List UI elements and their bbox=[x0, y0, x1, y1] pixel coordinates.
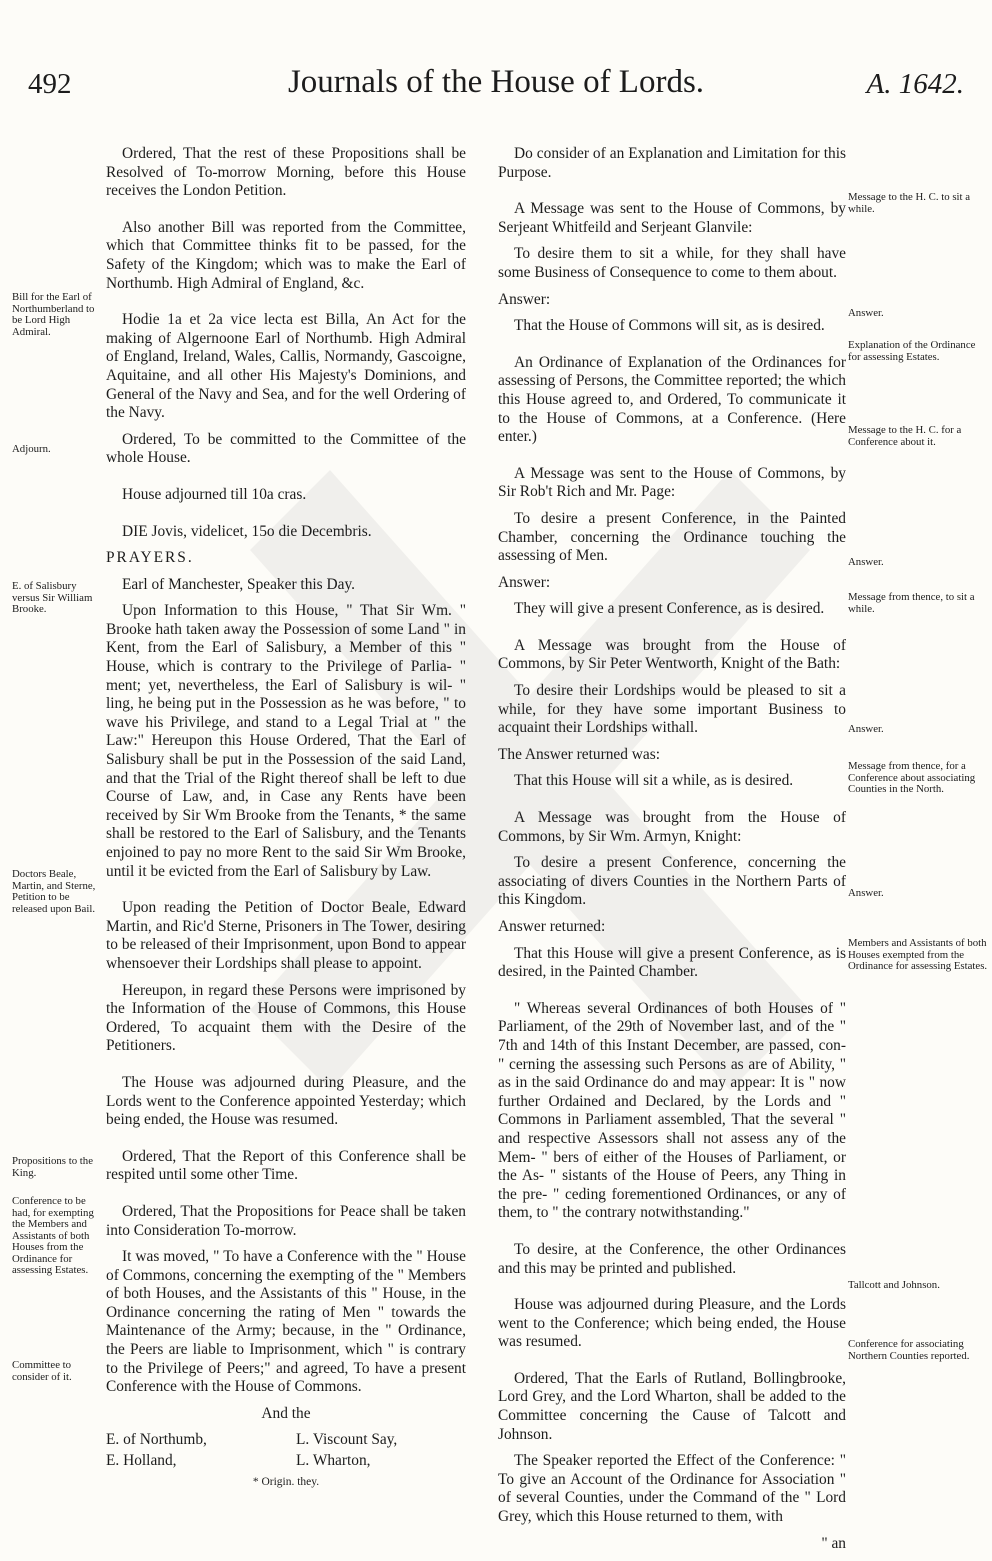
paragraph-salisbury: Upon Information to this House, " That Sir Wm. " Brooke hath taken away the Possession of some Land " in Kent, from the Earl of Salisbury, a Member of this " House, which is contrary to the Privilege of Parlia- " ment; yet, nevertheless, the Earl of Salisbury is wil- " ling, he being put in the Possession as he was before, " to wave his Privilege, and stand to a Legal Trial at " the Law:" Hereupon this House Ordered, That the Earl of Salisbury shall be put in the Possession of the said Land, and that the Trial of the Right thereof shall be left to due Course of Law, and, in Case any Rents have been received by Sir Wm Brooke from the Tenants, * the same shall be restored to the Earl of Salisbury, and the Tenants enjoined to pay no more Rent to the said Sir Wm Brooke, until it be evicted from the Earl of Salisbury by Law. bbox=[106, 602, 466, 880]
paragraph-adjourned-2: House was adjourned during Pleasure, and the Lords went to the Conference; which being ended, the House was resumed. bbox=[498, 1296, 846, 1351]
committee-name: E. Holland, bbox=[106, 1452, 177, 1470]
committee-name: E. of Northumb, bbox=[106, 1431, 207, 1449]
paragraph-message-2: A Message was sent to the House of Commons, by Sir Rob't Rich and Mr. Page: bbox=[498, 464, 846, 501]
paragraph-moved: It was moved, " To have a Conference with the " House of Commons, concerning the exempting of the " Members of both Houses, and the Assistants of this " House, in the Ordinance concerning the rating of Men " towards the Maintenance of the Army; because, in the " Ordinance, the Peers are liable to Imprisonment, which " is contrary to the Privilege of Peers;" and agreed, To have a present Conference with the House of Commons. bbox=[106, 1248, 466, 1396]
paragraph-committed: Ordered, To be committed to the Committee of the whole House. bbox=[106, 430, 466, 467]
margin-note-conference: Conference to be had, for exempting the Members and Assistants of both Houses from the Ordinance for assessing Estates. bbox=[12, 1195, 94, 1276]
margin-note-members: Members and Assistants of both Houses exempted from the Ordinance for assessing Estates. bbox=[848, 937, 988, 972]
margin-note-bill: Bill for the Earl of Northumberland to be Lord High Admiral. bbox=[12, 291, 95, 338]
paragraph-answer-4: That this House will give a present Conference, as is desired, in the Painted Chamber. bbox=[498, 944, 846, 981]
margin-note-explanation: Explanation of the Ordinance for assessing Estates. bbox=[848, 339, 976, 363]
answer-returned-label: Answer returned: bbox=[498, 918, 606, 935]
year-label: A. 1642. bbox=[866, 68, 964, 100]
paragraph-message-4: A Message was brought from the House of Commons, by Sir Wm. Armyn, Knight: bbox=[498, 809, 846, 845]
paragraph-adjourn: House adjourned till 10a cras. bbox=[122, 485, 307, 503]
paragraph-answer-1: That the House of Commons will sit, as is desired. bbox=[514, 317, 825, 335]
margin-note-answer-3: Answer. bbox=[848, 723, 884, 735]
margin-note-answer-1: Answer. bbox=[848, 307, 884, 319]
paragraph-do-consider: Do consider of an Explanation and Limitation for this Purpose. bbox=[498, 145, 846, 181]
paragraph-message-3: A Message was brought from the House of Commons, by Sir Peter Wentworth, Knight of the Bath: bbox=[498, 636, 846, 673]
committee-name: L. Wharton, bbox=[296, 1452, 371, 1470]
margin-note-answer-4: Answer. bbox=[848, 887, 884, 899]
paragraph-printed: To desire, at the Conference, the other Ordinances and this may be printed and published. bbox=[498, 1240, 846, 1277]
margin-note-message-conference: Message to the H. C. for a Conference about it. bbox=[848, 424, 962, 448]
running-title: Journals of the House of Lords. bbox=[287, 64, 705, 100]
and-the-label: And the bbox=[261, 1404, 311, 1422]
left-column bbox=[106, 145, 466, 1491]
paragraph-answer-2: They will give a present Conference, as is desired. bbox=[514, 600, 825, 618]
paragraph-whereas: " Whereas several Ordinances of both Houses of " Parliament, of the 29th of November last, and of the " 7th and 14th of this Instant December, are passed, con- " cerning the assessing such Persons as are of Ability, " as in the said Ordinance do and may appear: It is " now further Ordained and Declared, by the Lords and " Commons in Parliament assembled, That the several " and respective Assessors shall not assess any of the Mem- " bers of either of the Houses of Parliament, or the As- " sistants of the House of Peers, any Thing in the pre- " ceding forementioned Ordinances, or any of them, to " the contrary notwithstanding." bbox=[498, 999, 846, 1222]
margin-note-committee: Committee to consider of it. bbox=[12, 1359, 72, 1383]
paragraph-also-bill: Also another Bill was reported from the Committee, which that Committee thinks fit to be passed, for the Safety of the Kingdom; which was to make the Earl of Northumb. High Admiral of England, &c. bbox=[106, 218, 466, 292]
catchword: " an bbox=[821, 1534, 846, 1552]
paragraph-petition: Upon reading the Petition of Doctor Beale, Edward Martin, and Ric'd Sterne, Prisoners in The Tower, desiring to be released of their Imprisonment, upon Bond to appear whensoever their Lordships shall please to appoint. bbox=[106, 899, 466, 972]
paragraph-message-1: A Message was sent to the House of Commons, by Serjeant Whitfeild and Serjeant Glanvile: bbox=[498, 200, 846, 236]
margin-note-adjourn: Adjourn. bbox=[12, 443, 51, 455]
day-heading: DIE Jovis, videlicet, 15o die Decembris. bbox=[122, 522, 372, 540]
paragraph-rest-ordered: Ordered, That the rest of these Propositions shall be Resolved of To-morrow Morning, before this House receives the London Petition. bbox=[106, 145, 466, 200]
margin-note-propositions: Propositions to the King. bbox=[12, 1155, 93, 1179]
margin-note-message-thence-sit: Message from thence, to sit a while. bbox=[848, 591, 975, 615]
right-column bbox=[498, 145, 846, 1561]
page-header bbox=[28, 62, 964, 122]
margin-note-conference-reported: Conference for associating Northern Counties reported. bbox=[848, 1338, 970, 1362]
paragraph-rutland: Ordered, That the Earls of Rutland, Bollingbrooke, Lord Grey, and the Lord Wharton, shall be added to the Committee concerning the Cause of Talcott and Johnson. bbox=[498, 1369, 846, 1443]
paragraph-desire-2: To desire a present Conference, in the Painted Chamber, concerning the Ordinance touching the assessing of Men. bbox=[498, 509, 846, 565]
answer-label-2: Answer: bbox=[498, 573, 551, 591]
paragraph-desire-1: To desire them to sit a while, for they shall have some Business of Consequence to come to them about. bbox=[498, 245, 846, 281]
paragraph-adjourned-pleasure: The House was adjourned during Pleasure, and the Lords went to the Conference appointed Yesterday; which being ended, the House was resumed. bbox=[106, 1073, 466, 1129]
paragraph-answer-3: That this House will sit a while, as is desired. bbox=[514, 772, 794, 790]
paragraph-propositions: Ordered, That the Propositions for Peace shall be taken into Consideration To-morrow. bbox=[106, 1202, 466, 1239]
margin-note-doctors: Doctors Beale, Martin, and Sterne, Petition to be released upon Bail. bbox=[12, 868, 96, 915]
margin-note-message-sit: Message to the H. C. to sit a while. bbox=[848, 191, 971, 215]
paragraph-desire-4: To desire a present Conference, concerning the associating of divers Counties in the Northern Parts of this Kingdom. bbox=[498, 854, 846, 909]
committee-names bbox=[106, 1431, 466, 1470]
margin-note-message-thence-conference: Message from thence, for a Conference about associating Counties in the North. bbox=[848, 760, 976, 795]
paragraph-desire-3: To desire their Lordships would be pleased to sit a while, for they have some important Business to acquaint their Lordships withall. bbox=[498, 682, 846, 737]
paragraph-speaker-reported: The Speaker reported the Effect of the Conference: " To give an Account of the Ordinance for Association " of several Counties, under the Command of the " Lord Grey, which this House returned to them, with bbox=[498, 1452, 846, 1526]
page-number: 492 bbox=[28, 68, 72, 100]
margin-note-salisbury: E. of Salisbury versus Sir William Brooke. bbox=[12, 580, 93, 615]
paragraph-hereupon: Hereupon, in regard these Persons were imprisoned by the Information of the House of Commons, this House Ordered, To acquaint them with the Desire of the Petitioners. bbox=[106, 981, 466, 1055]
prayers-heading: PRAYERS. bbox=[106, 549, 194, 567]
speaker-line: Earl of Manchester, Speaker this Day. bbox=[122, 575, 356, 593]
answer-label-1: Answer: bbox=[498, 290, 551, 308]
committee-name: L. Viscount Say, bbox=[296, 1431, 398, 1449]
footnote: * Origin. they. bbox=[252, 1475, 320, 1488]
paragraph-ordinance: An Ordinance of Explanation of the Ordinances for assessing of Persons, the Committee reported; the which this House agreed to, and Ordered, To communicate it to the House of Commons, at a Conference. (Here enter.) bbox=[498, 353, 846, 446]
margin-note-talcott: Tallcott and Johnson. bbox=[848, 1279, 940, 1291]
paragraph-report-respited: Ordered, That the Report of this Conference shall be respited until some other Time. bbox=[106, 1147, 466, 1184]
margin-note-answer-2: Answer. bbox=[848, 556, 884, 568]
paragraph-hodie: Hodie 1a et 2a vice lecta est Billa, An Act for the making of Algernoone Earl of Northumb. High Admiral of England, Ireland, Wales, Callis, Normandy, Gascoigne, Aquitaine, and all other His Majesty's Dominions, and General of the Navy and Sea, and for the well Ordering of the Navy. bbox=[106, 311, 466, 422]
answer-returned-was-label: The Answer returned was: bbox=[498, 745, 660, 763]
